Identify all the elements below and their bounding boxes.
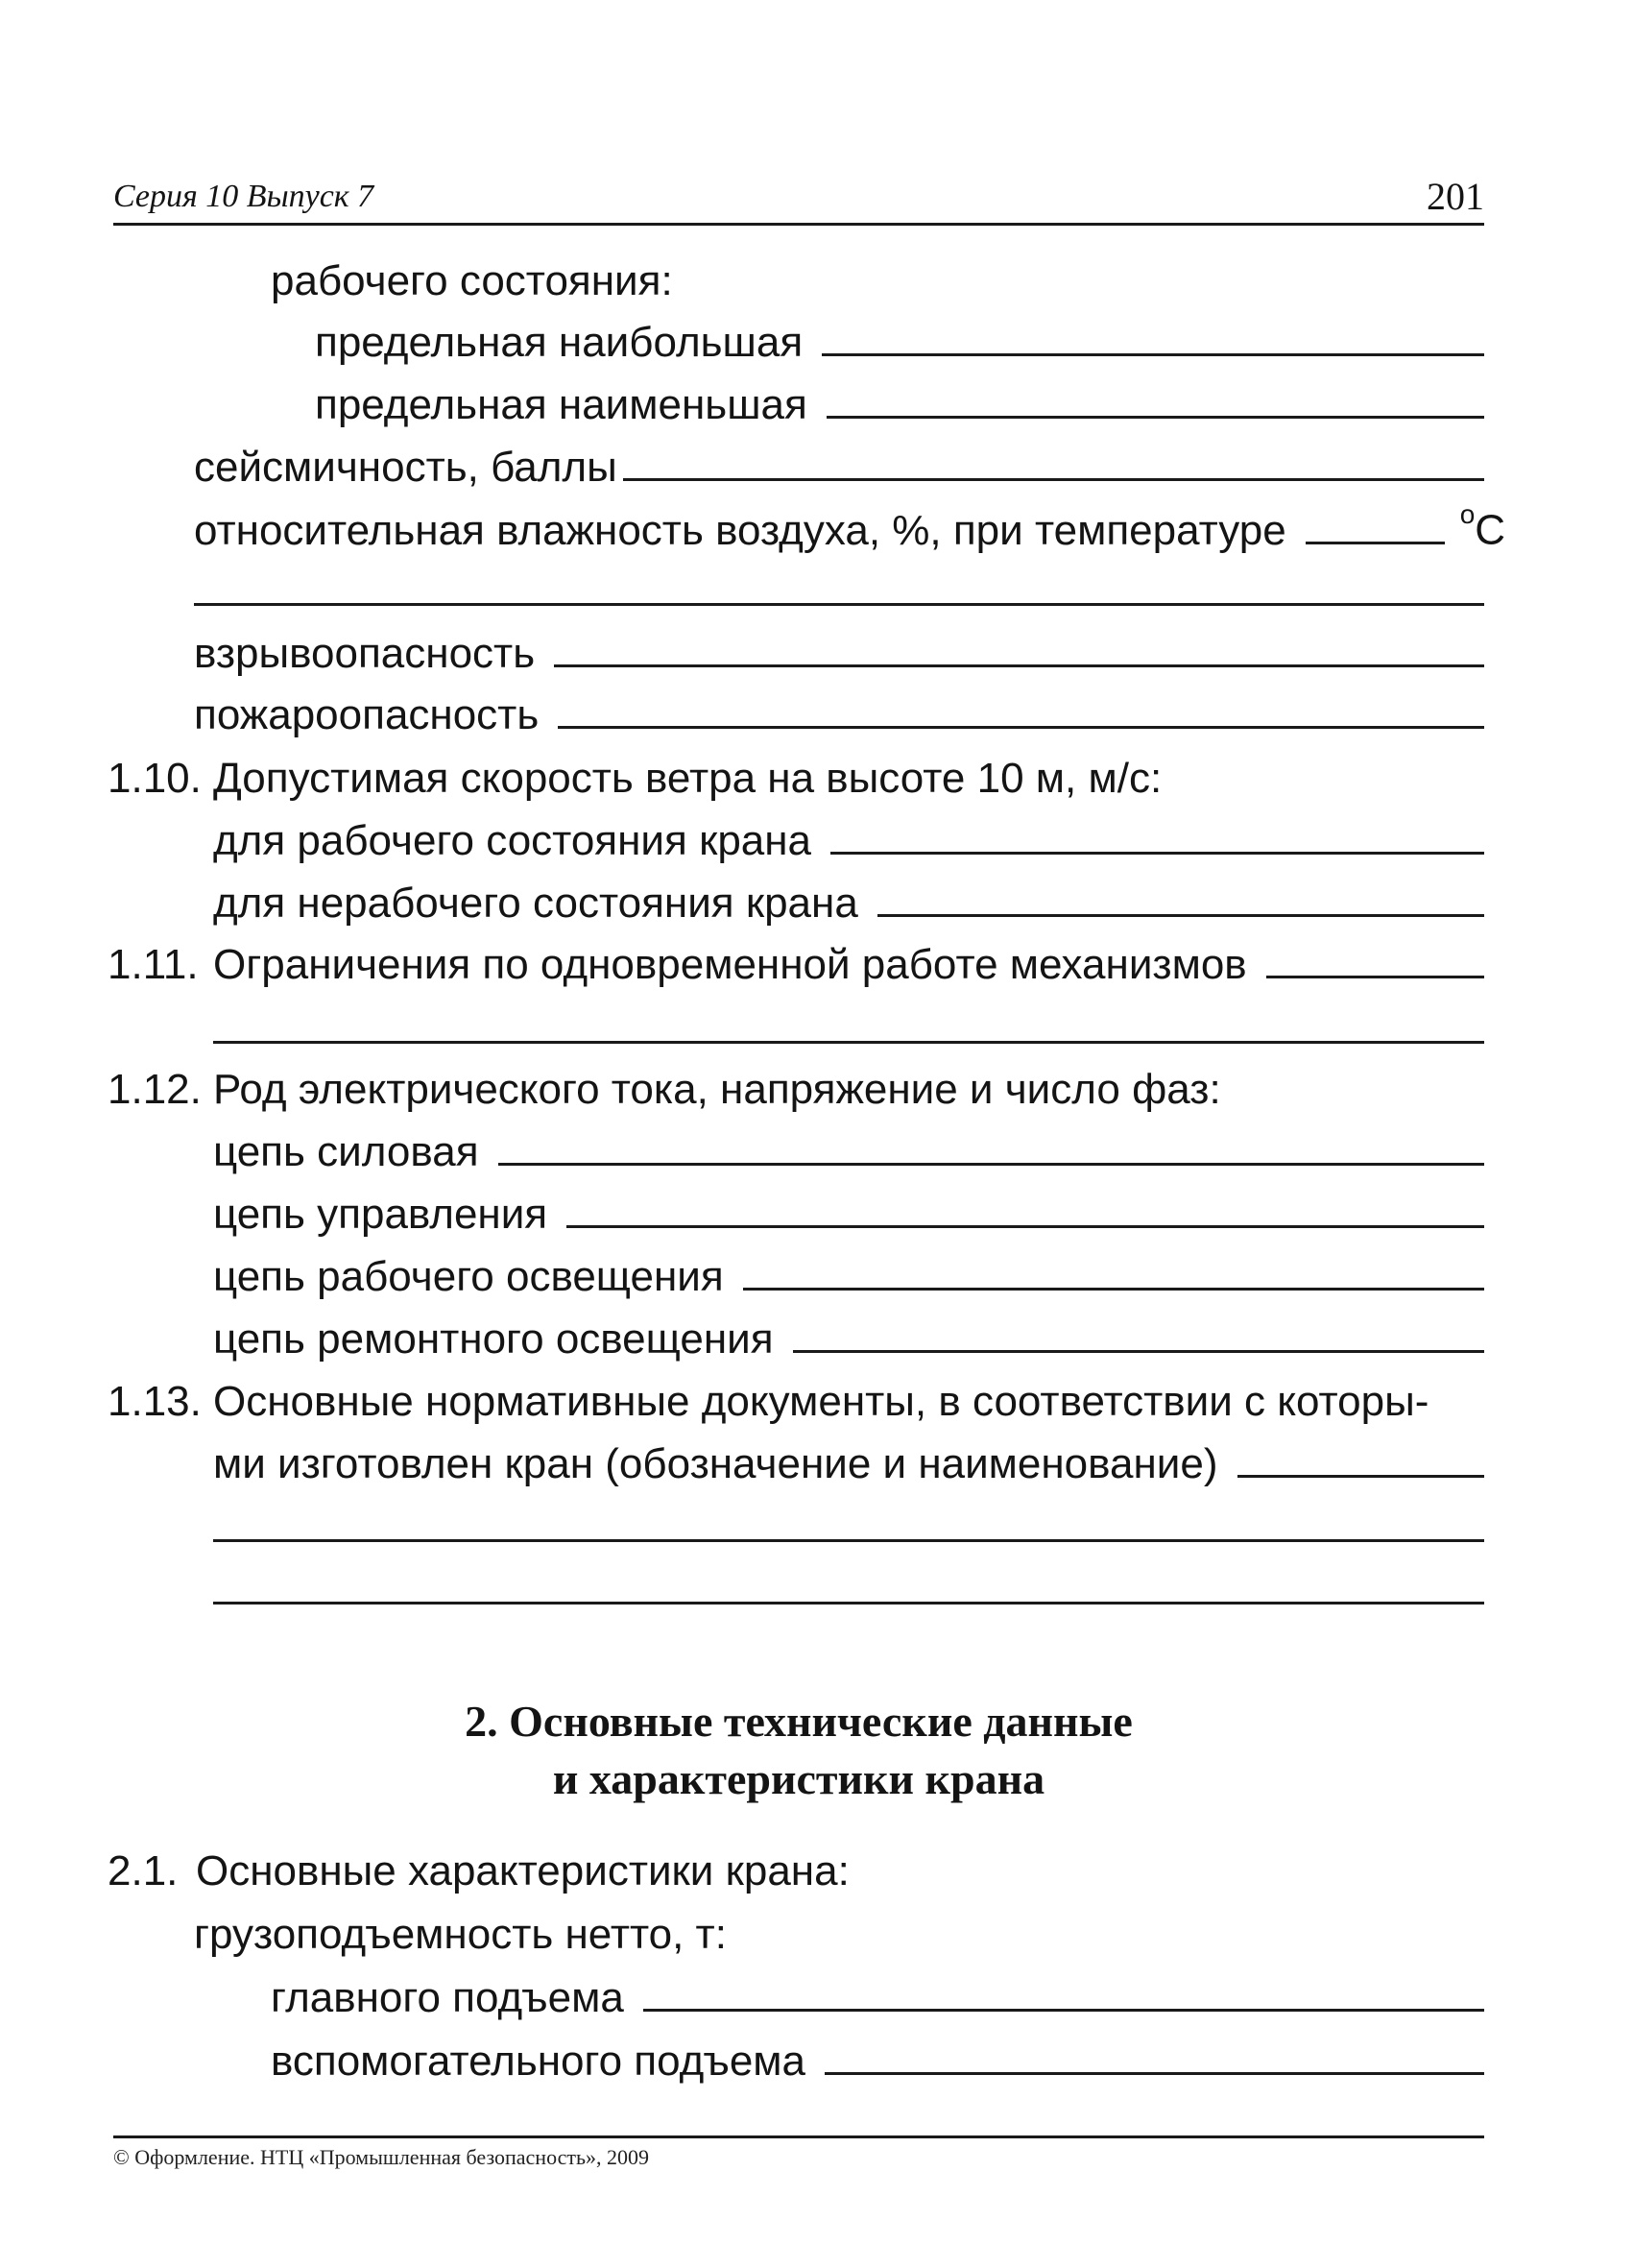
limit-min-field[interactable] xyxy=(827,416,1484,419)
wind-working-field[interactable] xyxy=(830,852,1484,855)
main-hoist-field[interactable] xyxy=(643,2009,1484,2012)
section-2-1-heading xyxy=(108,1847,1484,1895)
wind-working-row xyxy=(213,817,1484,865)
footer-divider xyxy=(113,2135,1484,2138)
aux-hoist-label: вспомогательного подъема xyxy=(271,2038,806,2085)
humidity-field-continuation[interactable] xyxy=(194,603,1484,606)
fire-field[interactable] xyxy=(558,726,1484,729)
section-1-13-field-line-2[interactable] xyxy=(213,1539,1484,1542)
limit-max-field[interactable] xyxy=(822,353,1484,356)
main-hoist-row xyxy=(271,1974,1484,2022)
wind-working-label: для рабочего состояния крана xyxy=(213,817,812,864)
section-1-13-field-line-3[interactable] xyxy=(213,1602,1484,1604)
limit-min-row xyxy=(315,381,1484,429)
control-circuit-label: цепь управления xyxy=(213,1191,548,1238)
section-2-1-text: Основные характеристики крана: xyxy=(196,1847,850,1894)
explosion-row xyxy=(194,630,1484,678)
limit-min-label: предельная наименьшая xyxy=(315,381,807,428)
fire-row xyxy=(194,691,1484,739)
repair-light-row xyxy=(213,1315,1484,1363)
humidity-row xyxy=(194,499,1506,555)
fire-label: пожароопасность xyxy=(194,691,540,738)
wind-nonworking-field[interactable] xyxy=(877,914,1484,917)
section-1-12-number: 1.12. xyxy=(108,1066,202,1113)
limit-max-row xyxy=(315,319,1484,367)
explosion-label: взрывоопасность xyxy=(194,630,536,677)
series-label: Серия 10 Выпуск 7 xyxy=(113,179,374,214)
control-circuit-field[interactable] xyxy=(566,1225,1484,1228)
work-light-field[interactable] xyxy=(743,1288,1484,1291)
page-header xyxy=(113,169,1484,226)
section-1-11-text: Ограничения по одновременной работе механизмов xyxy=(213,941,1247,988)
section-2-title-line-1: 2. Основные технические данные xyxy=(465,1697,1133,1746)
humidity-temperature-field[interactable] xyxy=(1306,542,1445,544)
section-1-11-field-continuation[interactable] xyxy=(213,1041,1484,1044)
seismicity-label: сейсмичность, баллы xyxy=(194,444,617,491)
section-1-10-heading xyxy=(108,755,1484,803)
section-1-13-text: Основные нормативные документы, в соответствии с которы- xyxy=(213,1378,1429,1425)
power-circuit-row xyxy=(213,1128,1484,1176)
section-1-13-field[interactable] xyxy=(1237,1475,1484,1478)
section-1-10-number: 1.10. xyxy=(108,755,202,802)
section-1-13-number: 1.13. xyxy=(108,1378,202,1425)
explosion-field[interactable] xyxy=(554,664,1484,667)
section-1-13-continuation: ми изготовлен кран (обозначение и наименование) xyxy=(213,1440,1218,1487)
seismicity-row xyxy=(194,444,1484,492)
section-1-13-continuation-row xyxy=(213,1440,1484,1488)
celsius-unit: $^о$С xyxy=(1459,499,1506,554)
wind-nonworking-label: для нерабочего состояния крана xyxy=(213,880,858,927)
section-1-11-row xyxy=(108,941,1484,989)
power-circuit-field[interactable] xyxy=(498,1163,1484,1166)
working-state-heading: рабочего состояния: xyxy=(271,257,673,304)
work-light-label: цепь рабочего освещения xyxy=(213,1253,724,1300)
main-hoist-label: главного подъема xyxy=(271,1974,624,2021)
aux-hoist-field[interactable] xyxy=(825,2072,1484,2075)
wind-nonworking-row xyxy=(213,880,1484,928)
control-circuit-row xyxy=(213,1191,1484,1239)
section-1-12-text: Род электрического тока, напряжение и число фаз: xyxy=(213,1066,1221,1113)
section-1-12-heading xyxy=(108,1066,1484,1114)
copyright-footer: © Оформление. НТЦ «Промышленная безопасность», 2009 xyxy=(113,2145,650,2169)
capacity-heading: грузоподъемность нетто, т: xyxy=(194,1911,727,1958)
section-1-10-text: Допустимая скорость ветра на высоте 10 м, м/с: xyxy=(213,755,1163,802)
limit-max-label: предельная наибольшая xyxy=(315,319,804,366)
section-2-title-line-2: и характеристики крана xyxy=(552,1754,1045,1803)
power-circuit-label: цепь силовая xyxy=(213,1128,479,1175)
aux-hoist-row xyxy=(271,2038,1484,2086)
section-1-11-field[interactable] xyxy=(1266,976,1484,978)
seismicity-field[interactable] xyxy=(623,478,1484,481)
repair-light-field[interactable] xyxy=(793,1350,1484,1353)
section-2-1-number: 2.1. xyxy=(108,1847,179,1894)
section-1-13-heading xyxy=(108,1378,1484,1426)
repair-light-label: цепь ремонтного освещения xyxy=(213,1315,774,1363)
humidity-label: относительная влажность воздуха, %, при температуре xyxy=(194,506,1286,554)
section-1-11-number: 1.11. xyxy=(108,941,199,988)
work-light-row xyxy=(213,1253,1484,1301)
page-number: 201 xyxy=(1427,175,1484,218)
